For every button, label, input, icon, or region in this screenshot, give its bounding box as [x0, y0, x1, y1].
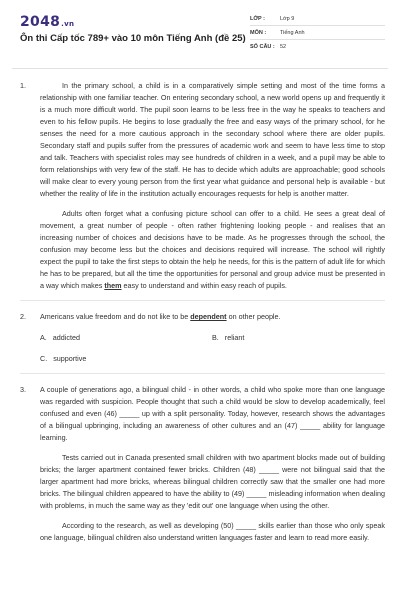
- option-a[interactable]: [40, 332, 212, 344]
- question-number: 3.: [20, 385, 26, 394]
- option-letter: B.: [212, 333, 219, 342]
- meta-value: Lớp 9: [280, 15, 295, 22]
- option-b[interactable]: [212, 332, 384, 344]
- option-c[interactable]: [40, 353, 385, 365]
- passage-paragraph: In the primary school, a child is in a comparatively simple setting and most of the time forms a relationship with one familiar teacher. On entering secondary school, a new world opens up and frequently it is a much more difficult world. The pupil soon learns to be less free in the way he speaks to teachers and even to his fellow pupils. He begins to lose gradually the free and easy ways of the primary school, for he senses the need for a more cautious approach in the secondary school where there are older pupils. Secondary staff and pupils suffer from the pressures of academic work and seem to have less time to stop and talk. Teachers with specialist roles may see hundreds of children in a week, and a pupil may be able to form relationships with very few of the staff. He has to decide which adults are approachable; good schools will make clear to every young person from the first year what guidance and personal help is available - but whether the reality of life in the institution actually encourages requests for help is another matter.: [40, 81, 385, 198]
- passage-paragraph: A couple of generations ago, a bilingual child - in other words, a child who spoke more than one language was regarded with suspicion. People thought that such a child would be slow to develop academically, feel confused and even (46) _____ up with a split personality. Today, however, research shows the advantages of a bilingual upbringing, including an awareness of other cultures and an (47) _____ ability for language learning.: [40, 385, 385, 442]
- meta-row-class: [250, 12, 385, 26]
- meta-info-table: [250, 12, 385, 54]
- document-title: Ôn thi Cấp tốc 789+ vào 10 môn Tiếng Anh (đề 25): [20, 33, 246, 44]
- question-separator: [20, 373, 385, 374]
- passage-paragraph: [40, 208, 385, 292]
- option-text: addicted: [52, 333, 80, 342]
- question-stem: [40, 311, 385, 323]
- header-divider: [12, 68, 388, 69]
- option-text: supportive: [53, 354, 87, 363]
- question-2: [20, 311, 385, 365]
- meta-value: 52: [280, 44, 287, 50]
- meta-key: MÔN :: [250, 29, 267, 36]
- logo-tld: .vn: [61, 20, 75, 28]
- option-letter: C.: [40, 354, 48, 363]
- meta-row-subject: [250, 26, 385, 40]
- question-list: [20, 80, 385, 552]
- question-body: [40, 311, 385, 323]
- passage-paragraph: According to the research, as well as developing (50) _____ skills earlier than those who only speak one language, bilingual children also understand written languages faster and learn to read more easily.: [40, 521, 385, 542]
- site-logo[interactable]: [20, 14, 74, 30]
- meta-value: Tiếng Anh: [280, 29, 305, 36]
- meta-row-count: [250, 40, 385, 54]
- question-1: [20, 80, 385, 292]
- question-body: [40, 80, 385, 292]
- answer-options-row: [40, 332, 385, 344]
- stem-text: on other people.: [226, 312, 281, 321]
- passage-paragraph: Tests carried out in Canada presented small children with two apartment blocks made out of building bricks; the larger apartment contained fewer bricks. Children (48) _____ were not bilingual said that the larger apartment had more bricks, whereas bilingual children correctly saw that the smaller one had more bricks. The bilingual children appeared to have the ability to (49) _____ misleading information when dealing with problems, in much the same way as they 'edit out' one language when using the other.: [40, 453, 385, 510]
- document-header: [0, 0, 400, 68]
- option-text: reliant: [224, 333, 245, 342]
- logo-text: 2048: [20, 14, 61, 30]
- stem-text: Americans value freedom and do not like to be: [40, 312, 191, 321]
- question-body: [40, 384, 385, 544]
- question-number: 2.: [20, 312, 26, 321]
- highlighted-word: them: [104, 281, 122, 290]
- highlighted-word: dependent: [190, 312, 227, 321]
- passage-text: easy to understand and within easy reach of pupils.: [121, 281, 287, 290]
- question-separator: [20, 300, 385, 301]
- passage-text: Adults often forget what a confusing picture school can offer to a child. He sees a great deal of movement, a great number of people - often rather frightening looking people - and realises that an increasing number of choices and decisions have to be made. As he progresses through the school, the confusion may become less but the choices and decisions required will increase. The school will rightly expect the pupil to take the first steps to obtain the help he needs, for this is the pattern of adult life for which he has to be prepared, but all the time the opportunities for personal and group advice must be presented in a way which makes: [40, 209, 385, 290]
- question-3: [20, 384, 385, 544]
- meta-key: SỐ CÂU :: [250, 44, 275, 50]
- option-letter: A.: [40, 333, 47, 342]
- question-number: 1.: [20, 81, 26, 90]
- meta-key: LỚP :: [250, 15, 265, 22]
